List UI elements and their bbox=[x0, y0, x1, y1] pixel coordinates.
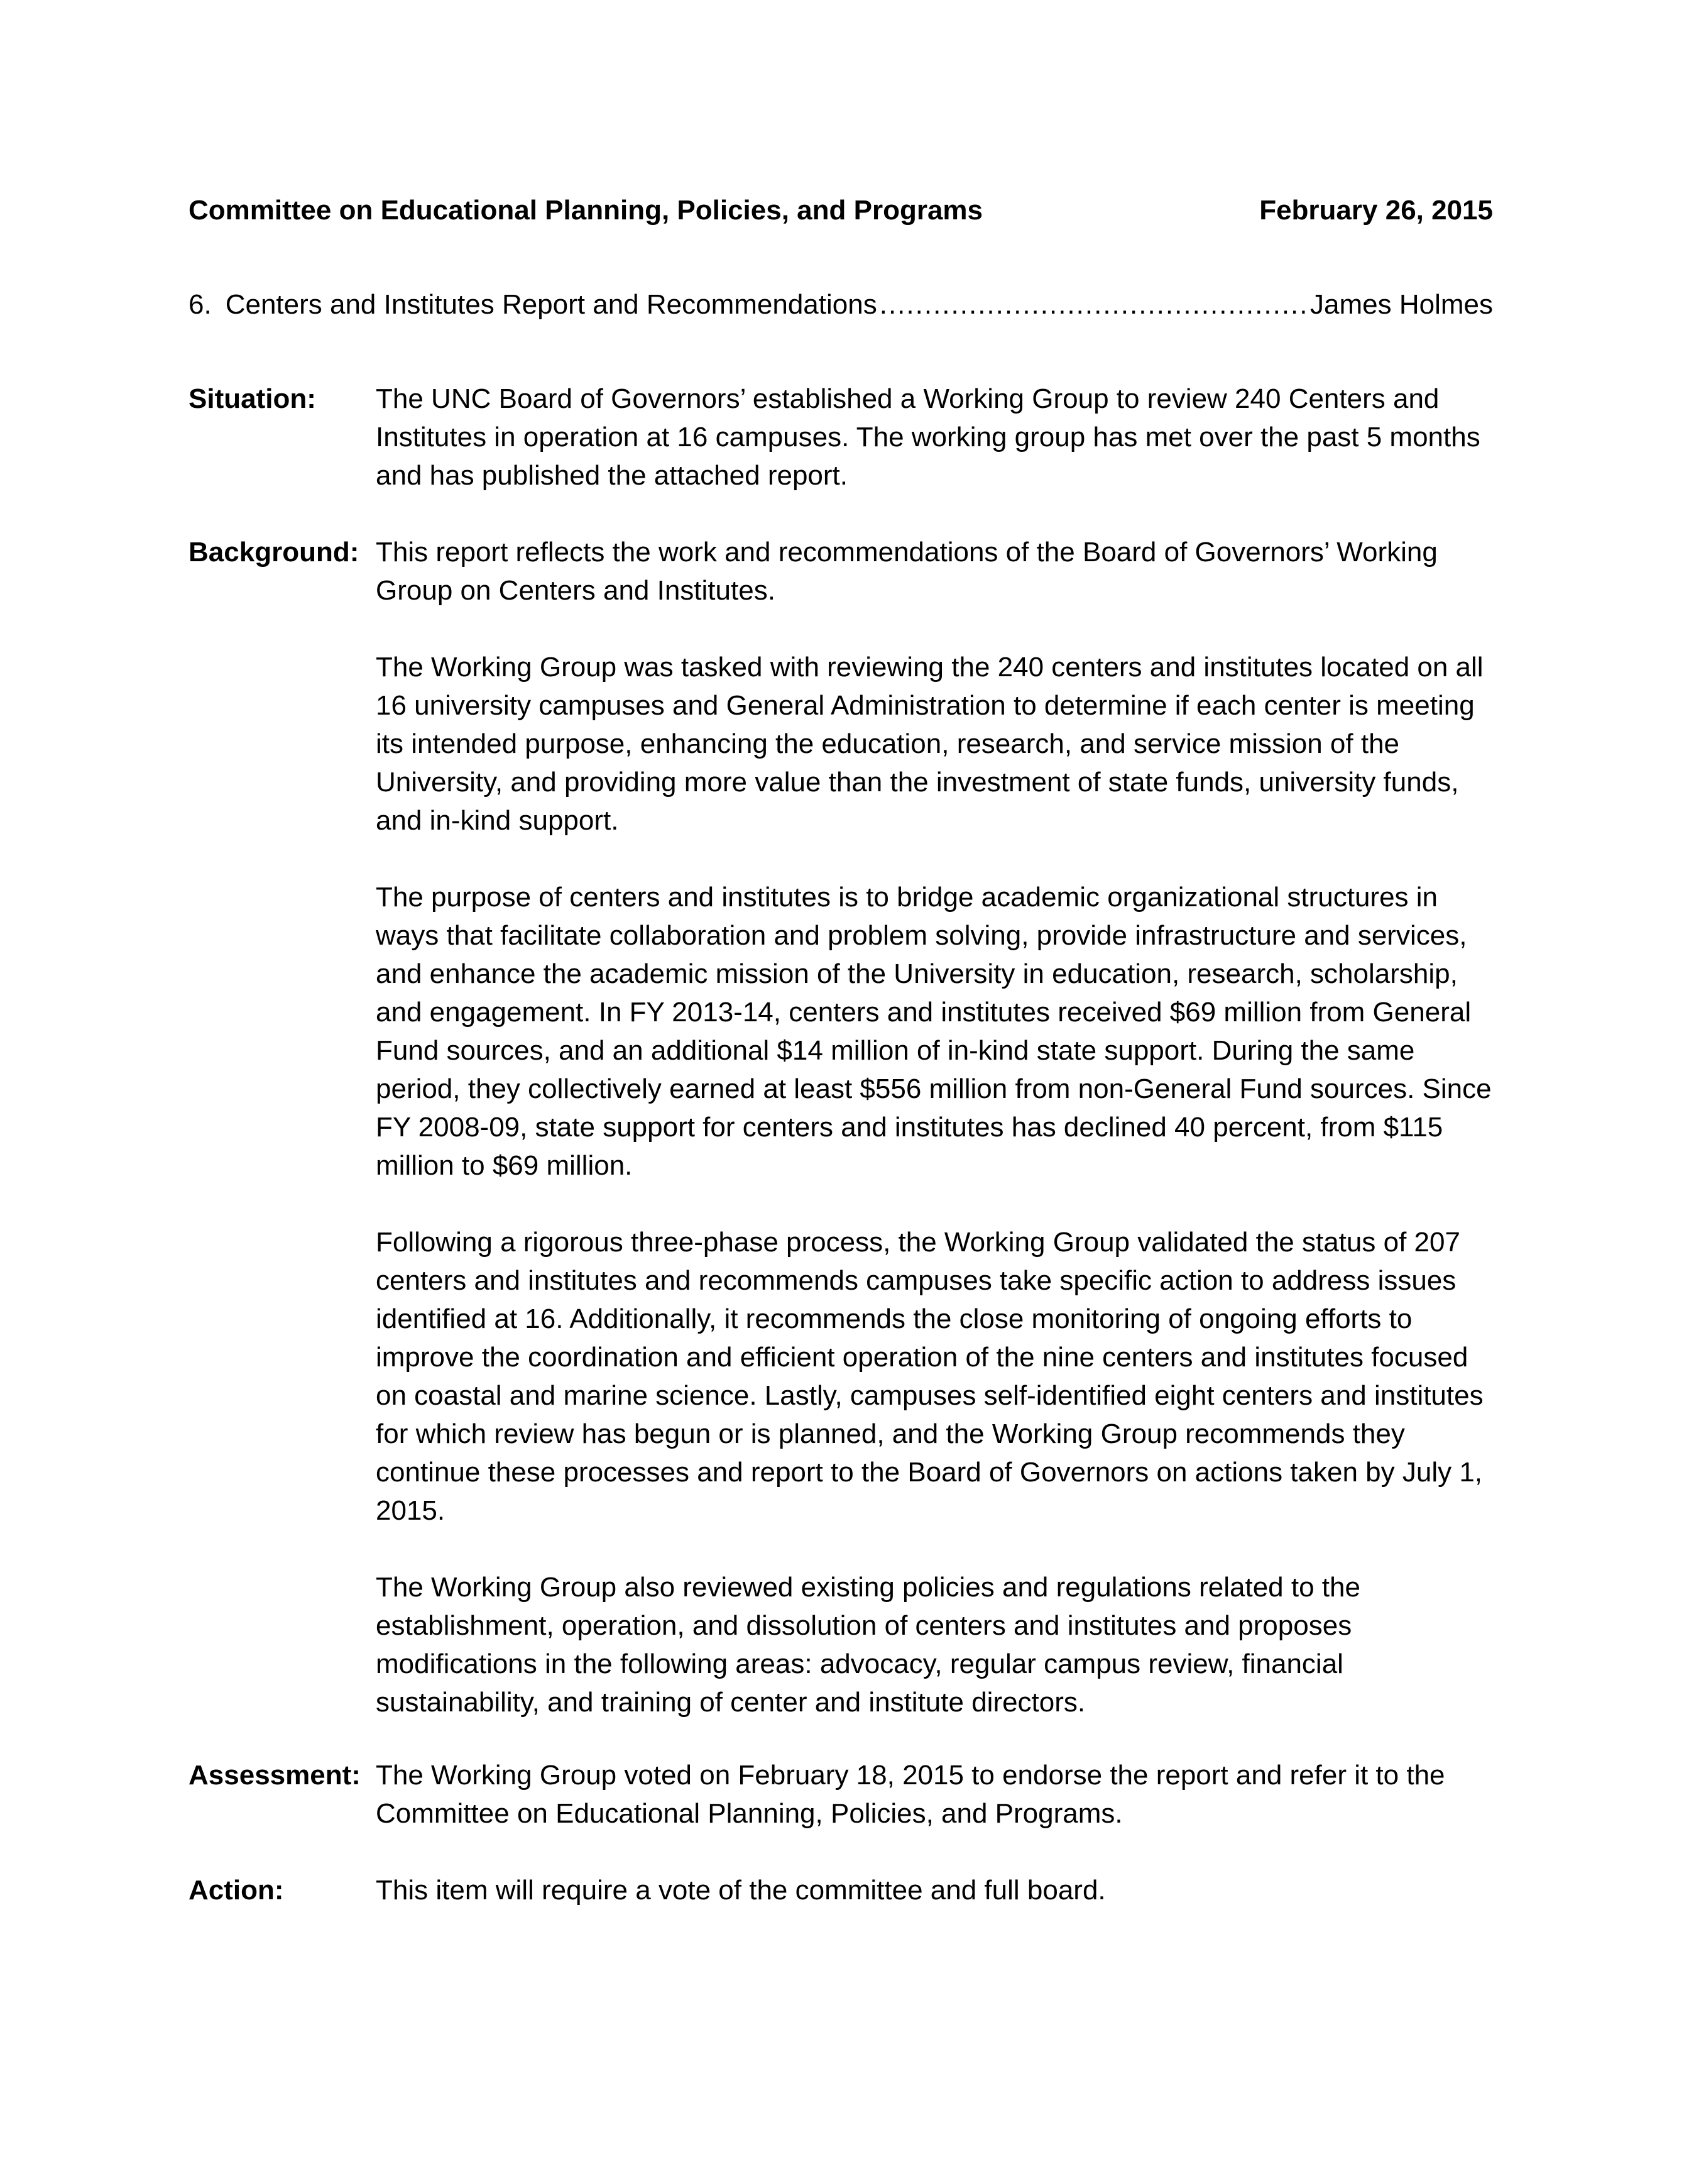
background-paragraph: Following a rigorous three-phase process, the Working Group validated the status of 207 centers and institutes and recommends campuses take specific action to address issues identified at 16. Additionally, it recommends the close monitoring of ongoing efforts to improve the coordination and efficient operation of the nine centers and institutes focused on coastal and marine science. Lastly, campuses self-identified eight centers and institutes for which review has begun or is planned, and the Working Group recommends they continue these processes and report to the Board of Governors on actions taken by July 1, 2015. bbox=[376, 1227, 1484, 1526]
assessment-text: The Working Group voted on February 18, 2015 to endorse the report and refer it to the Committee on Educational Planning, Policies, and Programs. bbox=[376, 1760, 1445, 1829]
assessment-section bbox=[189, 1756, 1493, 1833]
background-paragraph: The Working Group also reviewed existing policies and regulations related to the establishment, operation, and dissolution of centers and institutes and proposes modifications in the following areas: advocacy, regular campus review, financial sustainability, and training of center and institute directors. bbox=[376, 1572, 1360, 1718]
background-paragraph: This report reflects the work and recommendations of the Board of Governors’ Working Group on Centers and Institutes. bbox=[376, 537, 1438, 606]
background-paragraph: The Working Group was tasked with reviewing the 240 centers and institutes located on all 16 university campuses and General Administration to determine if each center is meeting its intended purpose, enhancing the education, research, and service mission of the University, and providing more value than the investment of state funds, university funds, and in-kind support. bbox=[376, 652, 1484, 836]
background-section bbox=[189, 533, 1493, 1723]
agenda-item-title: Centers and Institutes Report and Recommendations bbox=[225, 289, 877, 320]
action-section bbox=[189, 1871, 1493, 1909]
agenda-item-presenter: James Holmes bbox=[1310, 289, 1493, 320]
situation-section bbox=[189, 380, 1493, 495]
agenda-item-number: 6. bbox=[189, 289, 212, 320]
assessment-label: Assessment: bbox=[189, 1760, 361, 1791]
background-label: Background: bbox=[189, 537, 359, 568]
background-paragraph: The purpose of centers and institutes is to bridge academic organizational structures in ways that facilitate collaboration and problem solving, provide infrastructure and services, and enhance the academic mission of the University in education, research, scholarship, and engagement. In FY 2013-14, centers and institutes received $69 million from General Fund sources, and an additional $14 million of in-kind state support. During the same period, they collectively earned at least $556 million from non-General Fund sources. Since FY 2008-09, state support for centers and institutes has declined 40 percent, from $115 million to $69 million. bbox=[376, 882, 1492, 1181]
document-header bbox=[189, 189, 1493, 233]
leader-dots bbox=[880, 283, 1308, 327]
situation-label: Situation: bbox=[189, 383, 316, 414]
committee-title: Committee on Educational Planning, Policies, and Programs bbox=[189, 195, 983, 226]
meeting-date: February 26, 2015 bbox=[1259, 195, 1493, 226]
action-label: Action: bbox=[189, 1875, 284, 1906]
situation-text: The UNC Board of Governors’ established a Working Group to review 240 Centers and Institutes in operation at 16 campuses. The working group has met over the past 5 months and has published the attached report. bbox=[376, 383, 1480, 491]
action-text: This item will require a vote of the committee and full board. bbox=[376, 1875, 1106, 1906]
agenda-item-line bbox=[189, 283, 1493, 327]
